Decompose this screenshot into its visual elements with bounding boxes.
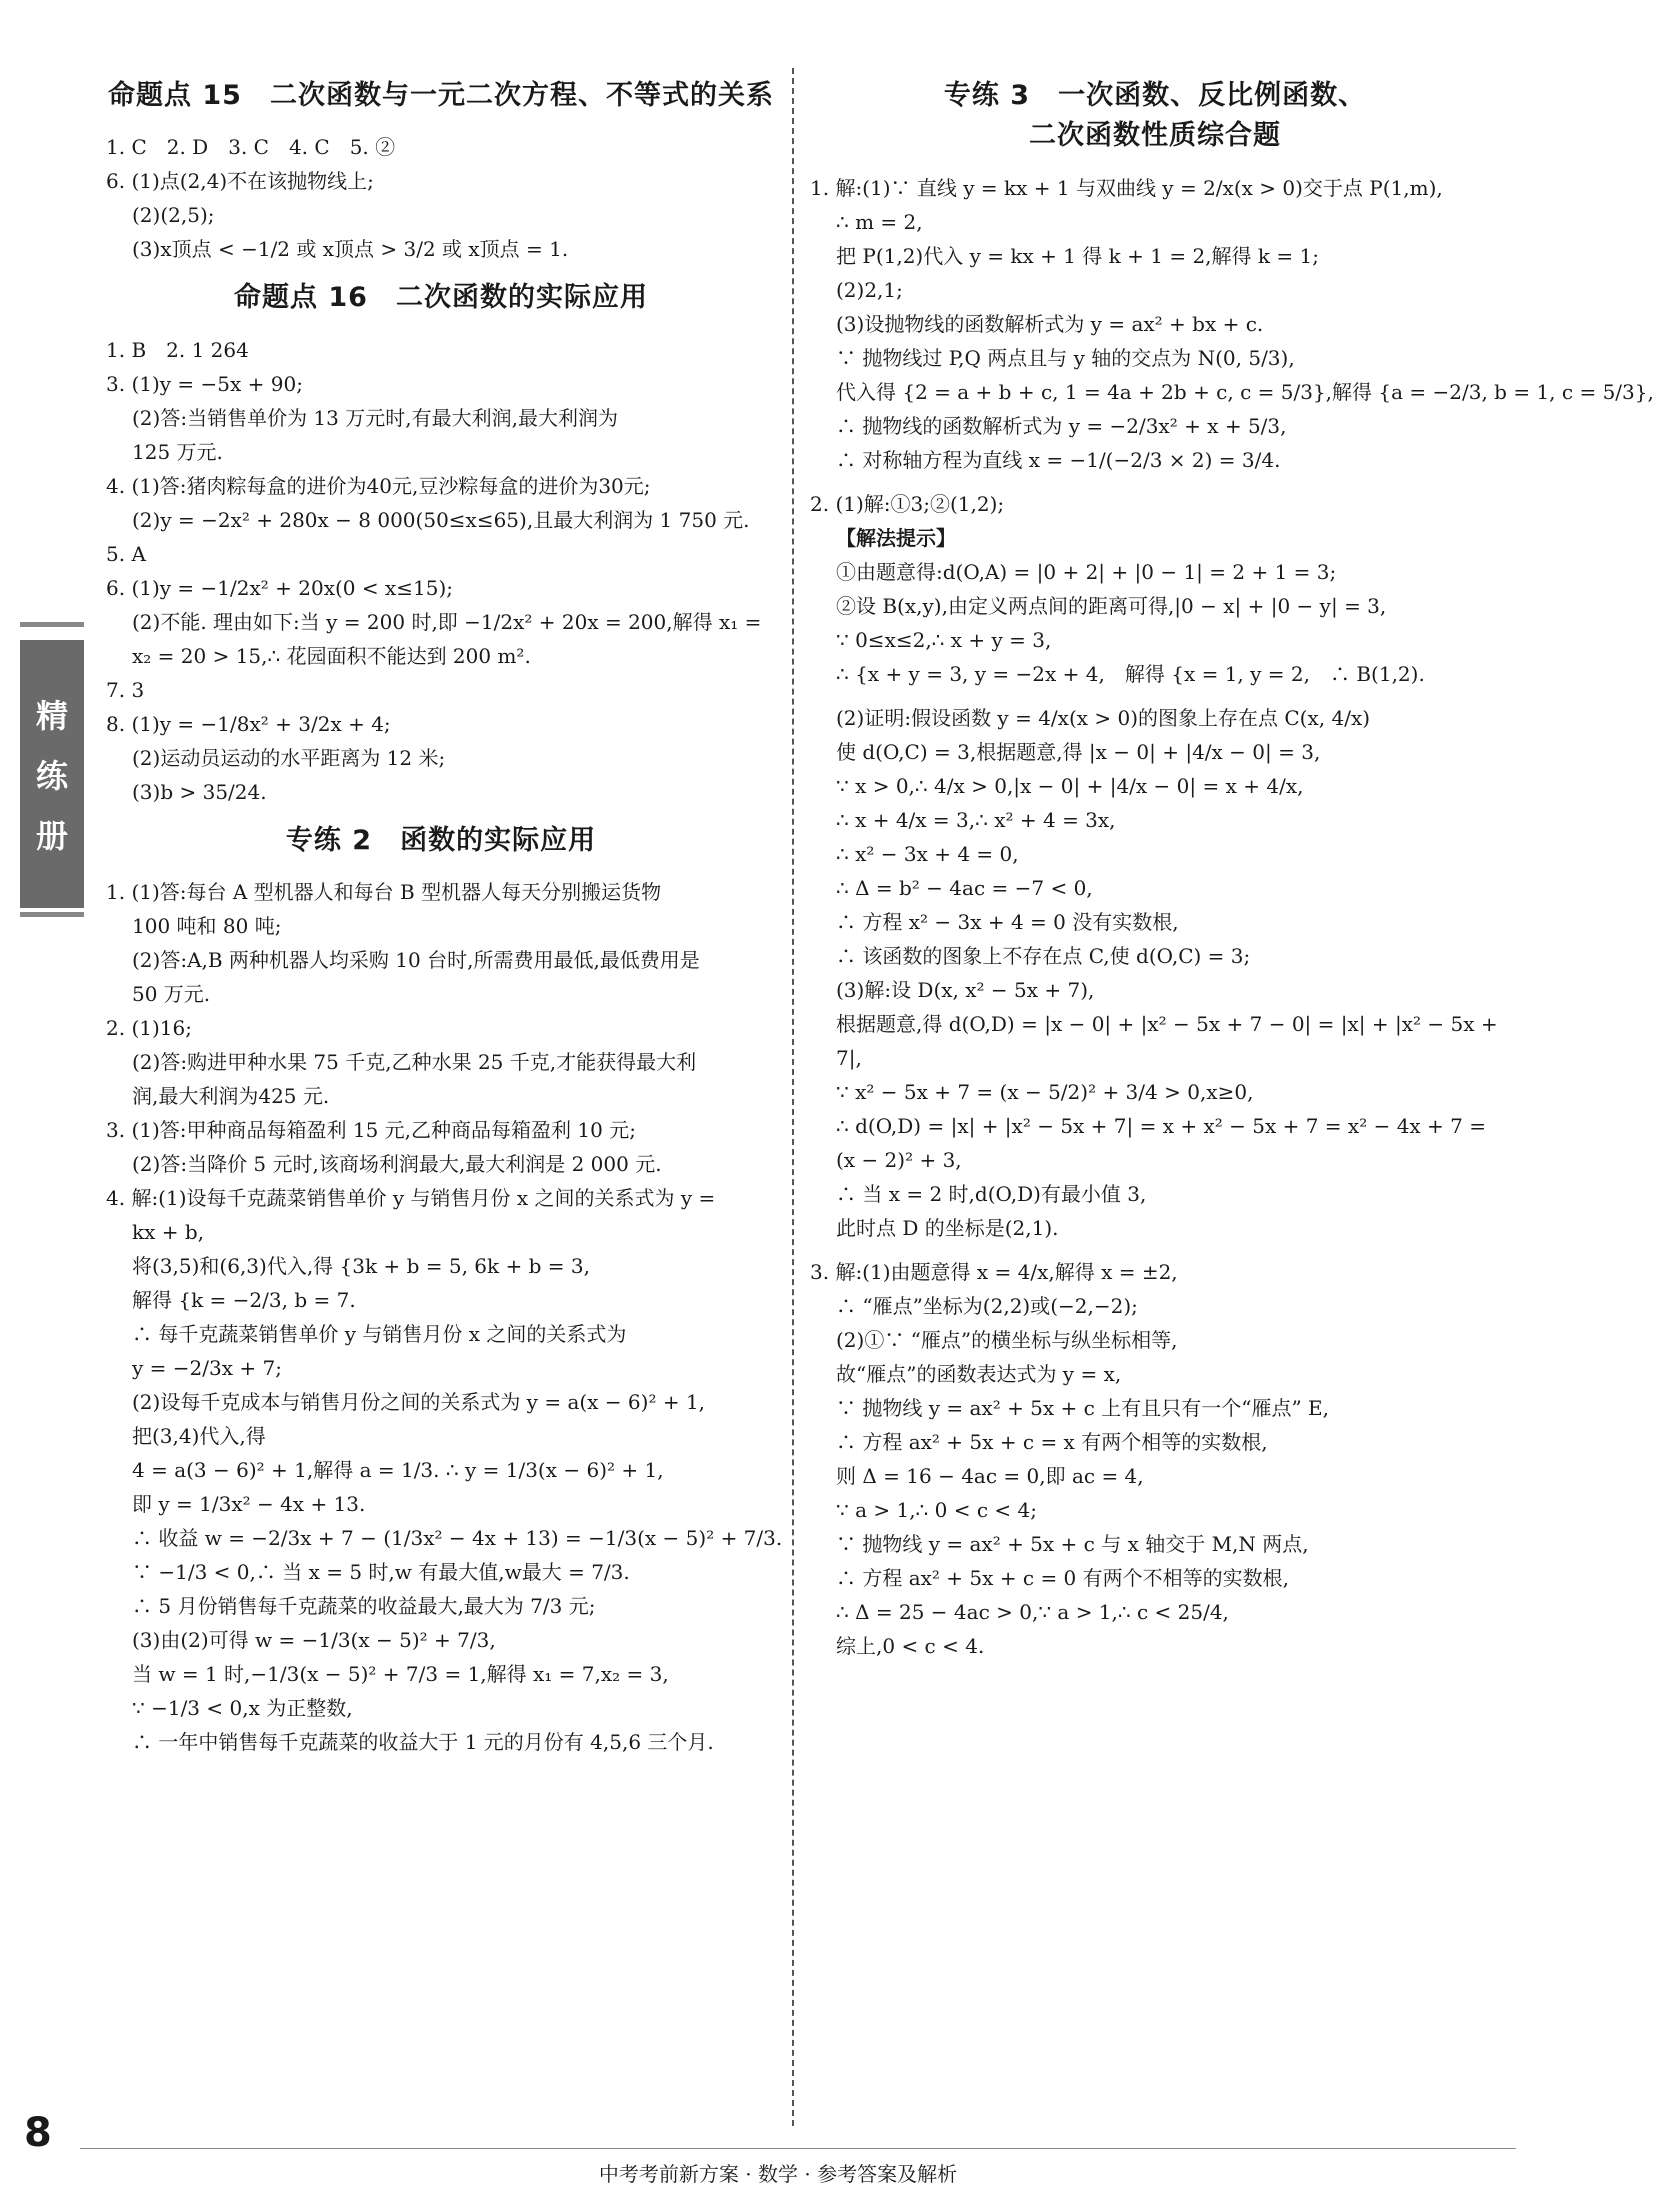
answer-line: ∴ 方程 ax² + 5x + c = x 有两个相等的实数根, (836, 1429, 1268, 1454)
answer-line: 3. (1)答:甲种商品每箱盈利 15 元,乙种商品每箱盈利 10 元; (106, 1118, 636, 1143)
answer-line: ∵ 0≤x≤2,∴ x + y = 3, (836, 627, 1052, 652)
section-title: 二次函数性质综合题 (1029, 120, 1281, 152)
answer-line: (2)不能. 理由如下:当 y = 200 时,即 −1/2x² + 20x = 200,解得 x₁ = (132, 609, 762, 634)
answer-line: 故“雁点”的函数表达式为 y = x, (836, 1361, 1122, 1386)
answer-line: ∴ 一年中销售每千克蔬菜的收益大于 1 元的月份有 4,5,6 三个月. (132, 1730, 714, 1755)
answer-line: 1. C 2. D 3. C 4. C 5. ② (106, 135, 396, 160)
answer-line: ∵ 抛物线过 P,Q 两点且与 y 轴的交点为 N(0, 5/3), (836, 345, 1295, 370)
answer-line: 1. 解:(1)∵ 直线 y = kx + 1 与双曲线 y = 2/x(x > 0)交于点 P(1,m), (810, 175, 1443, 200)
answer-line: 综上,0 < c < 4. (836, 1633, 985, 1658)
side-tab (20, 640, 84, 908)
answer-line: 5. A (106, 541, 146, 566)
answer-line: ∴ Δ = b² − 4ac = −7 < 0, (836, 875, 1093, 900)
answer-line: 6. (1)y = −1/2x² + 20x(0 < x≤15); (106, 575, 454, 600)
answer-line: 4 = a(3 − 6)² + 1,解得 a = 1/3. ∴ y = 1/3(x − 6)² + 1, (132, 1458, 664, 1483)
answer-line: 把 P(1,2)代入 y = kx + 1 得 k + 1 = 2,解得 k = 1; (836, 243, 1319, 268)
answer-line: (2)答:当销售单价为 13 万元时,有最大利润,最大利润为 (132, 405, 618, 430)
page-number: 8 (24, 2110, 52, 2156)
answer-line: (2)①∵ “雁点”的横坐标与纵坐标相等, (836, 1327, 1178, 1352)
answer-line: (2)答:A,B 两种机器人均采购 10 台时,所需费用最低,最低费用是 (132, 948, 700, 973)
answer-line: 8. (1)y = −1/8x² + 3/2x + 4; (106, 711, 391, 736)
answer-line: ∵ x² − 5x + 7 = (x − 5/2)² + 3/4 > 0,x≥0, (836, 1079, 1254, 1104)
answer-line: ∵ −1/3 < 0,x 为正整数, (132, 1696, 353, 1721)
answer-line: 3. 解:(1)由题意得 x = 4/x,解得 x = ±2, (810, 1259, 1178, 1284)
answer-line: 6. (1)点(2,4)不在该抛物线上; (106, 169, 374, 194)
answer-line: 代入得 {2 = a + b + c, 1 = 4a + 2b + c, c = 5/3},解得 {a = −2/3, b = 1, c = 5/3}, (836, 379, 1654, 404)
answer-line: (3)设抛物线的函数解析式为 y = ax² + bx + c. (836, 311, 1264, 336)
answer-line: 4. 解:(1)设每千克蔬菜销售单价 y 与销售月份 x 之间的关系式为 y = (106, 1186, 716, 1211)
answer-line: (2)(2,5); (132, 203, 215, 228)
answer-line: (2)证明:假设函数 y = 4/x(x > 0)的图象上存在点 C(x, 4/x) (836, 705, 1371, 730)
answer-line: 50 万元. (132, 982, 211, 1007)
answer-line: 将(3,5)和(6,3)代入,得 {3k + b = 5, 6k + b = 3, (132, 1254, 590, 1279)
answer-line: 此时点 D 的坐标是(2,1). (836, 1215, 1059, 1240)
answer-line: (3)由(2)可得 w = −1/3(x − 5)² + 7/3, (132, 1628, 496, 1653)
answer-line: ∴ 每千克蔬菜销售单价 y 与销售月份 x 之间的关系式为 (132, 1322, 627, 1347)
answer-line: ∴ d(O,D) = |x| + |x² − 5x + 7| = x + x² − 5x + 7 = x² − 4x + 7 = (836, 1113, 1487, 1138)
answer-line: 把(3,4)代入,得 (132, 1424, 266, 1449)
spacer (810, 477, 1500, 487)
answer-line: 7. 3 (106, 677, 145, 702)
answer-line: 1. (1)答:每台 A 型机器人和每台 B 型机器人每天分别搬运货物 (106, 880, 662, 905)
answer-line: ∴ 方程 x² − 3x + 4 = 0 没有实数根, (836, 909, 1179, 934)
answer-line: ①由题意得:d(O,A) = |0 + 2| + |0 − 1| = 2 + 1 = 3; (836, 559, 1337, 584)
answer-line: ∵ x > 0,∴ 4/x > 0,|x − 0| + |4/x − 0| = x + 4/x, (836, 773, 1304, 798)
answer-line: ∴ {x + y = 3, y = −2x + 4, 解得 {x = 1, y = 2, ∴ B(1,2). (836, 661, 1425, 686)
side-tab-char: 册 (35, 817, 68, 855)
answer-line: 2. (1)16; (106, 1016, 192, 1041)
answer-line: 根据题意,得 d(O,D) = |x − 0| + |x² − 5x + 7 − 0| = |x| + |x² − 5x + (836, 1011, 1498, 1036)
answer-line: ∴ 抛物线的函数解析式为 y = −2/3x² + x + 5/3, (836, 413, 1287, 438)
footer-text: 中考考前新方案 · 数学 · 参考答案及解析 (598, 2162, 958, 2186)
answer-line: ∴ 收益 w = −2/3x + 7 − (1/3x² − 4x + 13) = −1/3(x − 5)² + 7/3. (132, 1526, 783, 1551)
answer-line: 125 万元. (132, 439, 223, 464)
answer-line: x₂ = 20 > 15,∴ 花园面积不能达到 200 m². (132, 643, 531, 668)
answer-line: (2)运动员运动的水平距离为 12 米; (132, 745, 446, 770)
answer-line: ∴ 对称轴方程为直线 x = −1/(−2/3 × 2) = 3/4. (836, 447, 1281, 472)
answer-line: 4. (1)答:猪肉粽每盒的进价为40元,豆沙粽每盒的进价为30元; (106, 473, 651, 498)
answer-line: 润,最大利润为425 元. (132, 1084, 330, 1109)
spacer (810, 691, 1500, 701)
answer-line: ∵ −1/3 < 0,∴ 当 x = 5 时,w 有最大值,w最大 = 7/3. (132, 1560, 630, 1585)
answer-line: 使 d(O,C) = 3,根据题意,得 |x − 0| + |4/x − 0| = 3, (836, 739, 1321, 764)
answer-line: ∴ Δ = 25 − 4ac > 0,∵ a > 1,∴ c < 25/4, (836, 1599, 1229, 1624)
side-tab-bottom-bar (20, 912, 84, 917)
footer-rule (80, 2148, 1516, 2149)
answer-line: y = −2/3x + 7; (132, 1356, 282, 1381)
answer-line: ∴ 该函数的图象上不存在点 C,使 d(O,C) = 3; (836, 943, 1251, 968)
section-title: 命题点 16 二次函数的实际应用 (234, 282, 648, 314)
answer-line: ∴ 方程 ax² + 5x + c = 0 有两个不相等的实数根, (836, 1565, 1289, 1590)
answer-line: 则 Δ = 16 − 4ac = 0,即 ac = 4, (836, 1463, 1144, 1488)
answer-line: ∵ 抛物线 y = ax² + 5x + c 与 x 轴交于 M,N 两点, (836, 1531, 1309, 1556)
left-column (106, 70, 783, 1759)
side-tab-char: 练 (35, 757, 68, 795)
answer-line: (2)答:当降价 5 元时,该商场利润最大,最大利润是 2 000 元. (132, 1152, 662, 1177)
answer-line: ∴ 当 x = 2 时,d(O,D)有最小值 3, (836, 1181, 1147, 1206)
answer-line: ∴ x + 4/x = 3,∴ x² + 4 = 3x, (836, 807, 1116, 832)
answer-line: 1. B 2. 1 264 (106, 337, 249, 362)
answer-line: (3)x顶点 < −1/2 或 x顶点 > 3/2 或 x顶点 = 1. (132, 237, 569, 262)
answer-line: (2)设每千克成本与销售月份之间的关系式为 y = a(x − 6)² + 1, (132, 1390, 706, 1415)
answer-line: ∵ a > 1,∴ 0 < c < 4; (836, 1497, 1037, 1522)
answer-line: (3)b > 35/24. (132, 779, 267, 804)
spacer (810, 1245, 1500, 1255)
answer-line: (x − 2)² + 3, (836, 1147, 962, 1172)
answer-line: ∴ x² − 3x + 4 = 0, (836, 841, 1019, 866)
answer-line: (2)y = −2x² + 280x − 8 000(50≤x≤65),且最大利润为 1 750 元. (132, 507, 750, 532)
section-title: 专练 3 一次函数、反比例函数、 (943, 80, 1367, 111)
answer-line: ∴ m = 2, (836, 209, 923, 234)
answer-line: 3. (1)y = −5x + 90; (106, 371, 303, 396)
answer-line: ②设 B(x,y),由定义两点间的距离可得,|0 − x| + |0 − y| = 3, (836, 593, 1387, 618)
answer-line: (2)答:购进甲种水果 75 千克,乙种水果 25 千克,才能获得最大利 (132, 1050, 697, 1075)
answer-line: 2. (1)解:①3;②(1,2); (810, 491, 1005, 516)
side-tab-char: 精 (35, 697, 68, 735)
answer-line: ∵ 抛物线 y = ax² + 5x + c 上有且只有一个“雁点” E, (836, 1395, 1329, 1420)
answer-line: 即 y = 1/3x² − 4x + 13. (132, 1492, 366, 1517)
answer-line: 当 w = 1 时,−1/3(x − 5)² + 7/3 = 1,解得 x₁ = 7,x₂ = 3, (132, 1662, 669, 1687)
answer-line: 解得 {k = −2/3, b = 7. (132, 1288, 356, 1313)
right-column (810, 70, 1654, 1663)
answer-line: ∴ “雁点”坐标为(2,2)或(−2,−2); (836, 1293, 1138, 1318)
answer-line: kx + b, (132, 1220, 205, 1245)
section-title: 命题点 15 二次函数与一元二次方程、不等式的关系 (108, 80, 774, 111)
column-divider (792, 68, 794, 2126)
section-title: 专练 2 函数的实际应用 (285, 824, 597, 856)
answer-line: (3)解:设 D(x, x² − 5x + 7), (836, 977, 1095, 1002)
answer-line: 100 吨和 80 吨; (132, 914, 282, 939)
answer-line: ∴ 5 月份销售每千克蔬菜的收益最大,最大为 7/3 元; (132, 1594, 596, 1619)
answer-line: 7|, (836, 1045, 862, 1070)
solution-hint-label: 【解法提示】 (836, 525, 956, 550)
side-tab-top-bar (20, 622, 84, 627)
answer-line: (2)2,1; (836, 277, 903, 302)
